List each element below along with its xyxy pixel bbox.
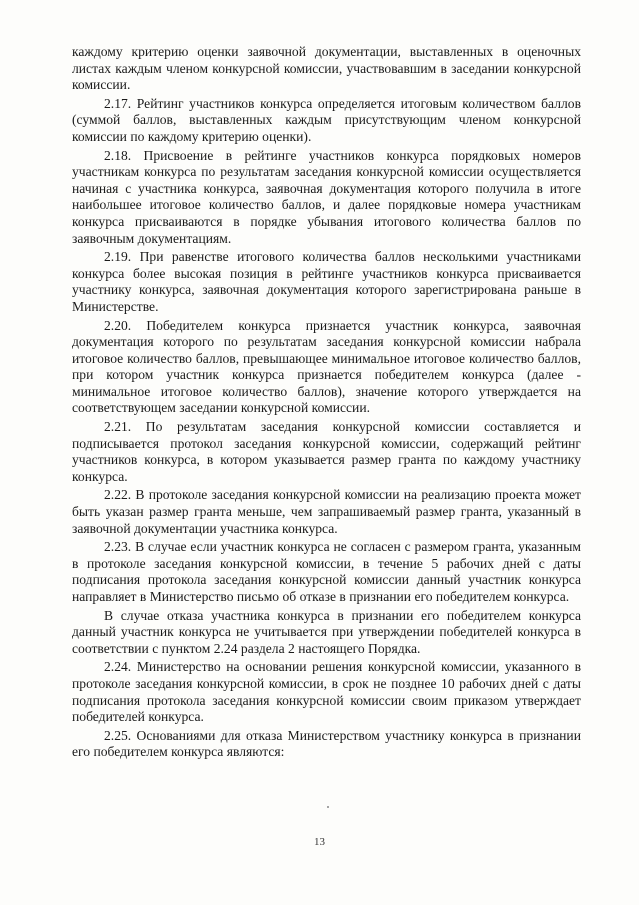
paragraph-2-19: 2.19. При равенстве итогового количества баллов несколькими участниками конкурса более высокая позиция в рейтинге участников конкурса присваивается участнику конкурса, заявочная документация которого зарегистрирована раньше в Министерстве. xyxy=(72,249,581,314)
paragraph-continuation: каждому критерию оценки заявочной документации, выставленных в оценочных листах каждым членом конкурсной комиссии, участвовавшим в заседании конкурсной комиссии. xyxy=(72,44,581,93)
paragraph-2-17: 2.17. Рейтинг участников конкурса определяется итоговым количеством баллов (суммой баллов, выставленных каждым присутствующим членом конкурсной комиссии по каждому критерию оценки). xyxy=(72,95,581,144)
paragraph-2-18: 2.18. Присвоение в рейтинге участников конкурса порядковых номеров участникам конкурса по результатам заседания конкурсной комиссии осуществляется начиная с участника конкурса, заявочная документация которого получила в итоге наибольшее итоговое количество баллов, и далее порядковые номера участникам конкурса присваиваются в порядке убывания итогового количества баллов по заявочным документациям. xyxy=(72,147,581,246)
scan-dust-mark xyxy=(327,806,329,808)
paragraph-2-24: 2.24. Министерство на основании решения конкурсной комиссии, указанного в протоколе заседания конкурсной комиссии, в срок не позднее 10 рабочих дней с даты подписания протокола заседания конкурсной комиссии своим приказом утверждает победителей конкурса. xyxy=(72,659,581,725)
paragraph-2-23-refusal: В случае отказа участника конкурса в признании его победителем конкурса данный участник конкурса не учитывается при утверждении победителей конкурса в соответствии с пунктом 2.24 раздела 2 настоящего Порядка. xyxy=(72,607,581,656)
paragraph-2-21: 2.21. По результатам заседания конкурсной комиссии составляется и подписывается протокол заседания конкурсной комиссии, содержащий рейтинг участников конкурса, в котором указывается размер гранта по каждому участнику конкурса. xyxy=(72,419,581,484)
paragraph-2-23: 2.23. В случае если участник конкурса не согласен с размером гранта, указанным в протоколе заседания конкурсной комиссии, в течение 5 рабочих дней с даты подписания протокола заседания конкурсной комиссии данный участник конкурса направляет в Министерство письмо об отказе в признании его победителем конкурса. xyxy=(72,539,581,604)
paragraph-2-25: 2.25. Основаниями для отказа Министерством участнику конкурса в признании его победителем конкурса являются: xyxy=(72,727,581,760)
paragraph-2-20: 2.20. Победителем конкурса признается участник конкурса, заявочная документация которого по результатам заседания конкурсной комиссии набрала итоговое количество баллов, превышающее минимальное итоговое количество баллов, при котором участник конкурса признается победителем конкурса (далее - минимальное итоговое количество баллов), значение которого утверждается на соответствующем заседании конкурсной комиссии. xyxy=(72,317,581,416)
page-number: 13 xyxy=(314,836,325,848)
paragraph-2-22: 2.22. В протоколе заседания конкурсной комиссии на реализацию проекта может быть указан размер гранта меньше, чем запрашиваемый размер гранта, указанный в заявочной документации участника конкурса. xyxy=(72,487,581,536)
